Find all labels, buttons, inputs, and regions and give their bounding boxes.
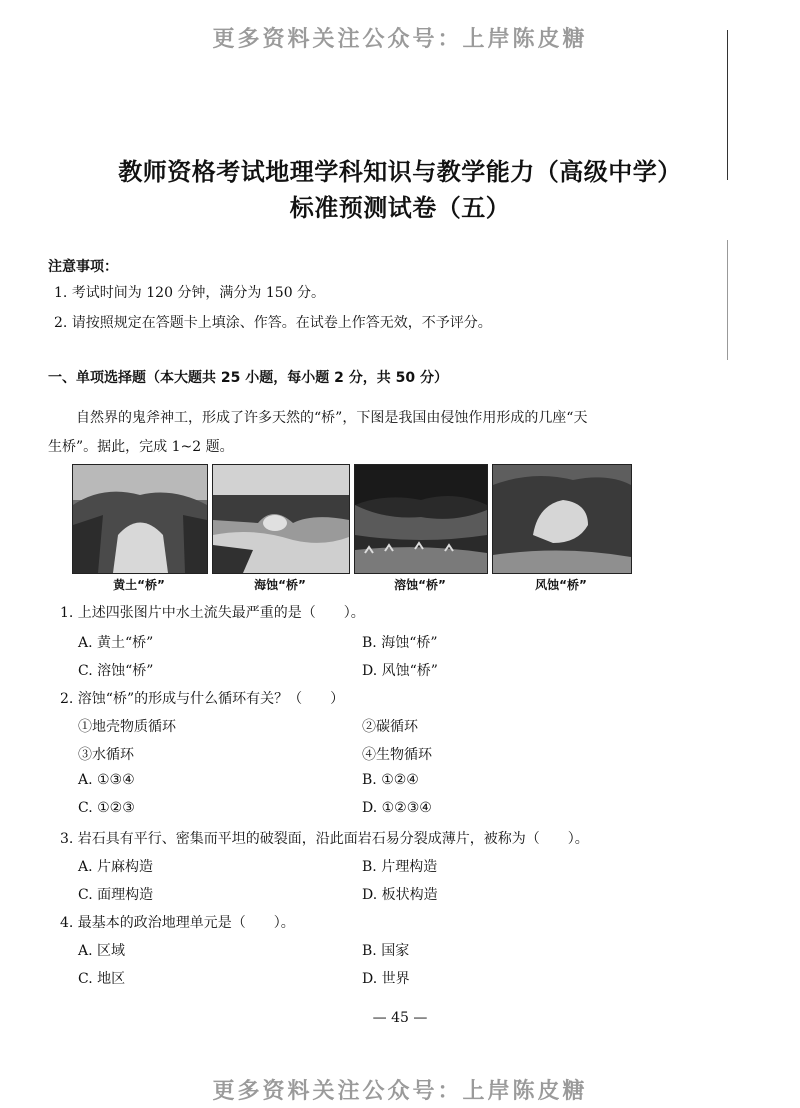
intro-text: 自然界的鬼斧神工，形成了许多天然的“桥”，下图是我国由侵蚀作用形成的几座“天 (76, 410, 588, 426)
intro-text: 生桥”。据此，完成 1~2 题。 (48, 439, 234, 455)
scan-edge-line (727, 240, 728, 360)
question-stem: 3. 岩石具有平行、密集而平坦的破裂面，沿此面岩石易分裂成薄片，被称为（ ）。 (60, 831, 589, 847)
photo-caption: 风蚀“桥” (535, 578, 587, 592)
option: B. 国家 (362, 943, 410, 959)
question-stem: 4. 最基本的政治地理单元是（ ）。 (60, 915, 295, 931)
option: B. 海蚀“桥” (362, 635, 438, 651)
option: A. 区域 (78, 943, 126, 959)
question-stem: 1. 上述四张图片中水土流失最严重的是（ ）。 (60, 605, 365, 621)
option: C. 地区 (78, 971, 126, 987)
statement-item: ②碳循环 (362, 719, 418, 735)
option: A. 片麻构造 (78, 859, 154, 875)
option: B. 片理构造 (362, 859, 438, 875)
exam-title-line2: 标准预测试卷（五） (289, 193, 511, 222)
photo-loess-bridge (72, 464, 208, 574)
page-number: — 45 — (372, 1010, 428, 1026)
option: C. 面理构造 (78, 887, 154, 903)
statement-item: ①地壳物质循环 (78, 719, 176, 735)
option: D. 世界 (362, 971, 410, 987)
photo-caption: 海蚀“桥” (254, 578, 306, 592)
statement-item: ④生物循环 (362, 747, 432, 763)
photo-sea-bridge (212, 464, 350, 574)
option: D. ①②③④ (362, 800, 432, 816)
photo-caption: 溶蚀“桥” (394, 578, 446, 592)
notice-heading: 注意事项： (48, 259, 118, 275)
photo-caption: 黄土“桥” (113, 578, 165, 592)
watermark-bottom: 更多资料关注公众号：上岸陈皮糖 (212, 1079, 588, 1104)
statement-item: ③水循环 (78, 747, 134, 763)
exam-title-line1: 教师资格考试地理学科知识与教学能力（高级中学） (118, 157, 682, 186)
photo-wind-bridge (492, 464, 632, 574)
notice-item: 2. 请按照规定在答题卡上填涂、作答。在试卷上作答无效，不予评分。 (54, 315, 492, 331)
option: D. 板状构造 (362, 887, 438, 903)
watermark-top: 更多资料关注公众号：上岸陈皮糖 (212, 27, 588, 52)
option: A. ①③④ (78, 772, 135, 788)
option: C. ①②③ (78, 800, 135, 816)
option: B. ①②④ (362, 772, 419, 788)
photo-karst-bridge (354, 464, 488, 574)
option: A. 黄土“桥” (78, 635, 154, 651)
option: D. 风蚀“桥” (362, 663, 438, 679)
question-stem: 2. 溶蚀“桥”的形成与什么循环有关？（ ） (60, 691, 345, 707)
section-heading: 一、单项选择题（本大题共 25 小题，每小题 2 分，共 50 分） (48, 370, 448, 386)
notice-item: 1. 考试时间为 120 分钟，满分为 150 分。 (54, 285, 326, 301)
option: C. 溶蚀“桥” (78, 663, 154, 679)
